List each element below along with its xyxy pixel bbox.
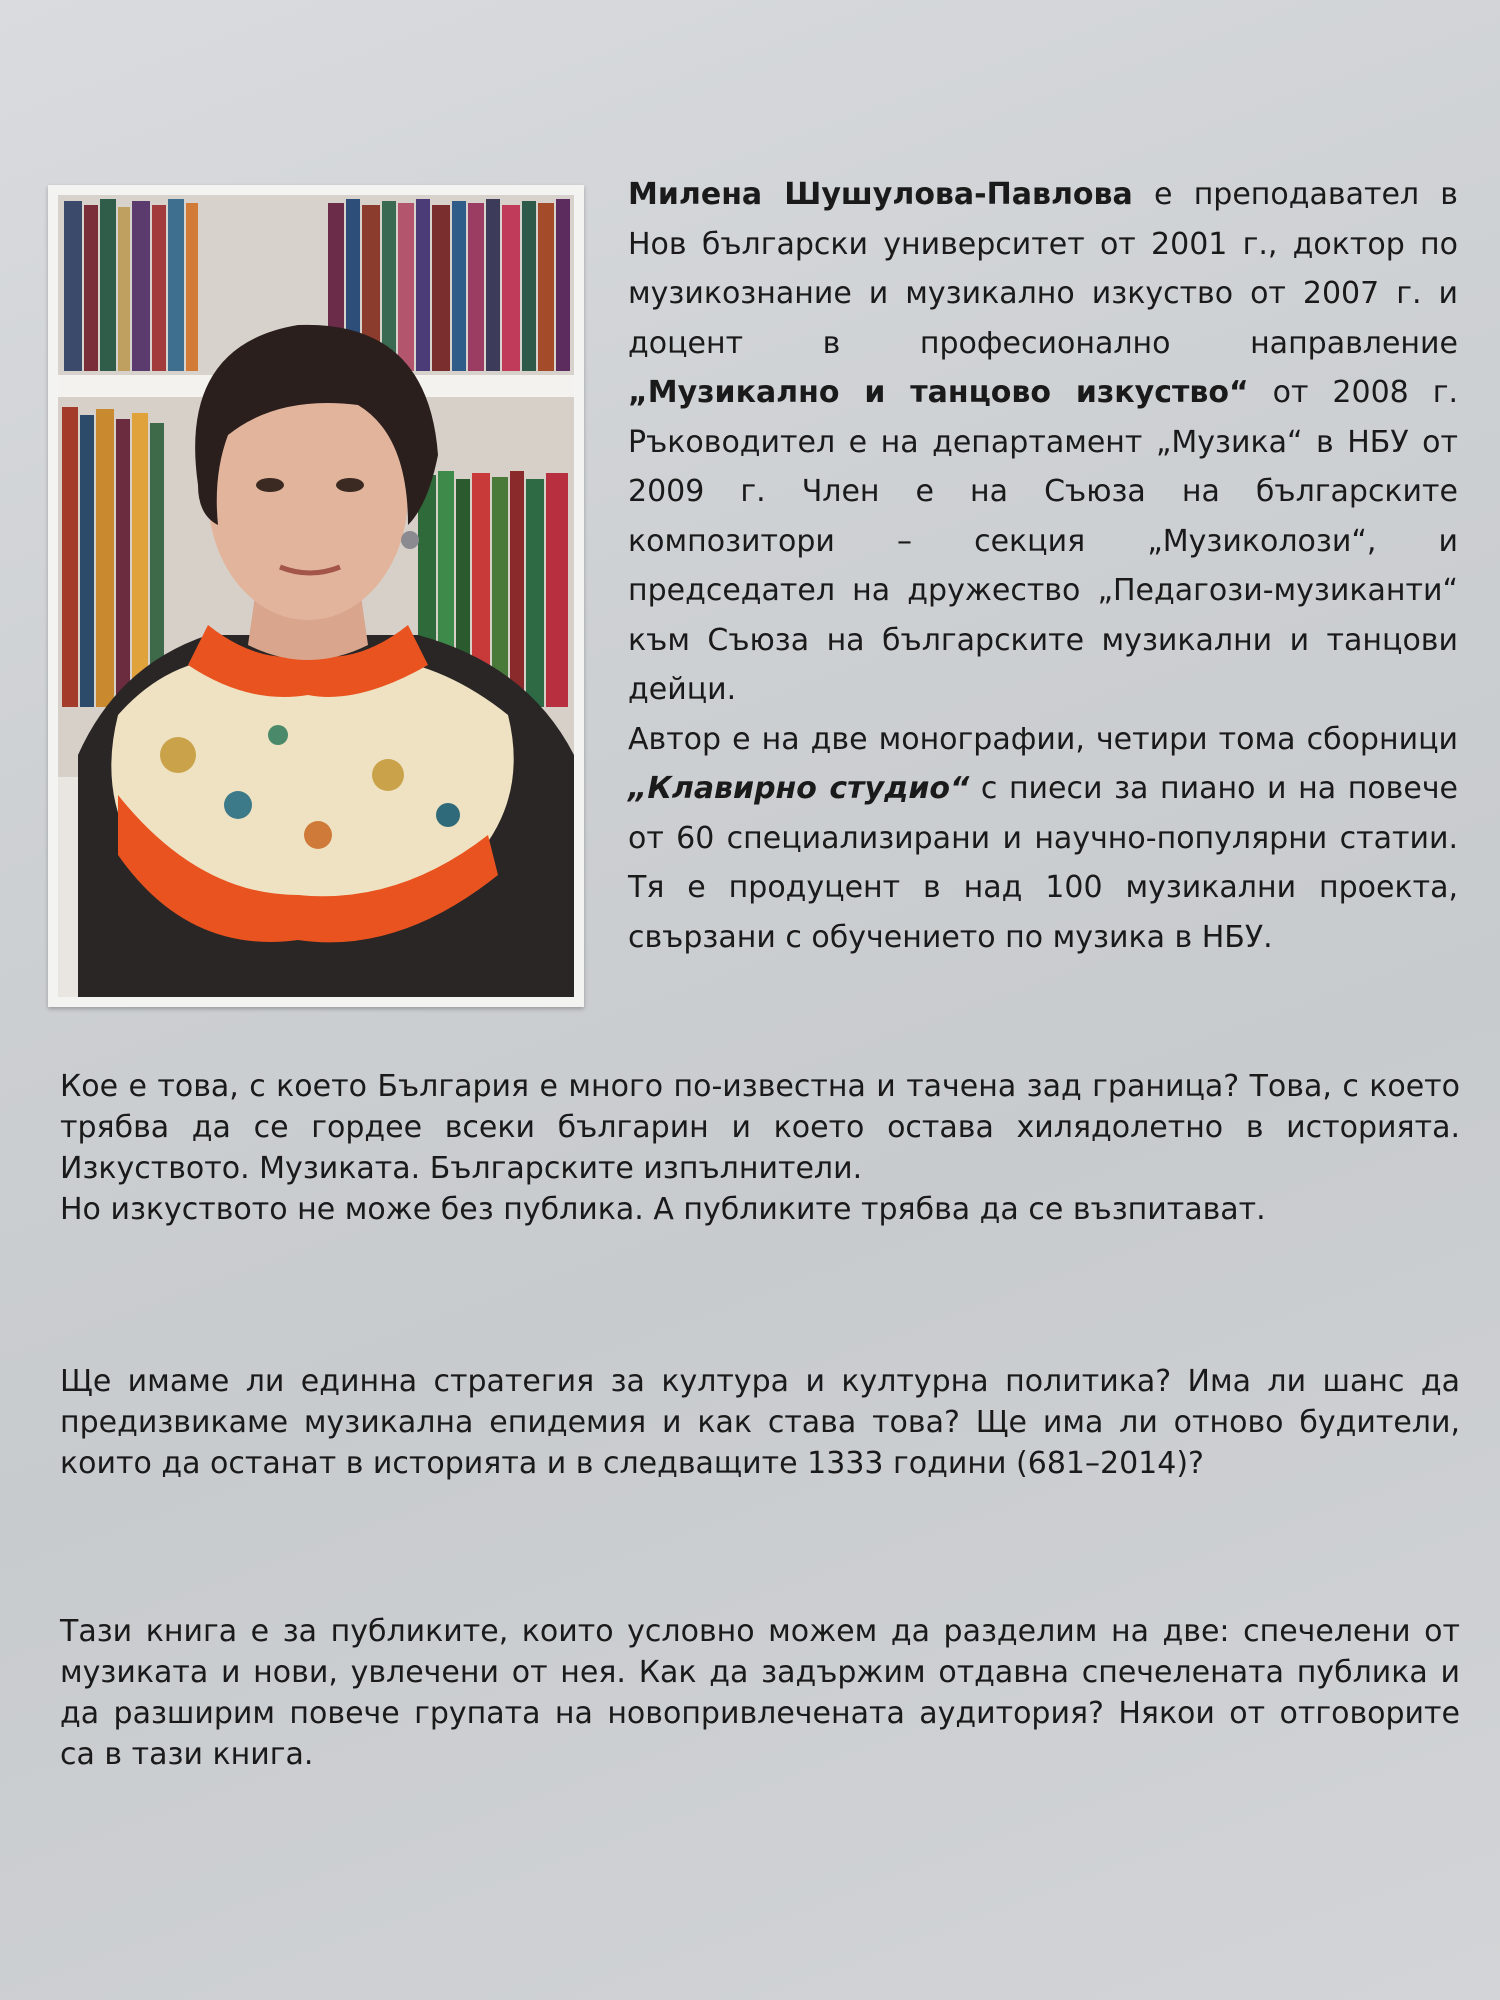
body-paragraph-2 bbox=[60, 1361, 1460, 1484]
bio-text-1: е преподавател в Нов български университет от 2001 г., доктор по музикознание и музикално изкуство от 2007 г. и доцент в професионално направление bbox=[628, 177, 1458, 361]
bio-field: „Музикално и танцово изкуство“ bbox=[628, 375, 1249, 410]
bio-collection-title: „Клавирно студио“ bbox=[628, 771, 970, 806]
body-paragraph-3-text: Тази книга е за публиките, които условно можем да разделим на две: спечелени от музиката и нови, увлечени от нея. Как да задържим отдавна спечелената публика и да разширим повече групата на новопривлечената аудитория? Някои от отговорите са в тази книга. bbox=[60, 1614, 1460, 1772]
bio-paragraph-1 bbox=[628, 170, 1458, 715]
author-bio bbox=[628, 170, 1458, 962]
body-paragraph-2-text: Ще имаме ли единна стратегия за култура и културна политика? Има ли шанс да предизвикаме музикална епидемия и как става това? Ще има ли отново будители, които да останат в историята и в следващите 1333 години (681–2014)? bbox=[60, 1364, 1460, 1481]
body-paragraph-1 bbox=[60, 1066, 1460, 1230]
bio-text-2: от 2008 г. Ръководител е на департамент „Музика“ в НБУ от 2009 г. Член е на Съюза на българските композитори – секция „Музиколози“, и председател на дружество „Педагози-музиканти“ към Съюза на българските музикални и танцови дейци. bbox=[628, 375, 1458, 707]
author-portrait-image bbox=[58, 195, 574, 997]
body-paragraph-1b: Но изкуството не може без публика. А публиките трябва да се възпитават. bbox=[60, 1192, 1266, 1227]
bio-text-4: с пиеси за пиано и на повече от 60 специализирани и научно-популярни статии. Тя е продуцент в над 100 музикални проекта, свързани с обучението по музика в НБУ. bbox=[628, 771, 1458, 955]
bio-text-3: Автор е на две монографии, четири тома сборници bbox=[628, 721, 1458, 757]
bio-paragraph-2 bbox=[628, 715, 1458, 963]
author-photo bbox=[48, 185, 584, 1007]
body-paragraph-3 bbox=[60, 1611, 1460, 1775]
author-name: Милена Шушулова-Павлова bbox=[628, 177, 1133, 212]
body-paragraph-1a: Кое е това, с което България е много по-известна и тачена зад граница? Това, с което трябва да се гордее всеки българин и което остава хилядолетно в историята. Изкуството. Музиката. Българските изпълнители. bbox=[60, 1069, 1460, 1186]
